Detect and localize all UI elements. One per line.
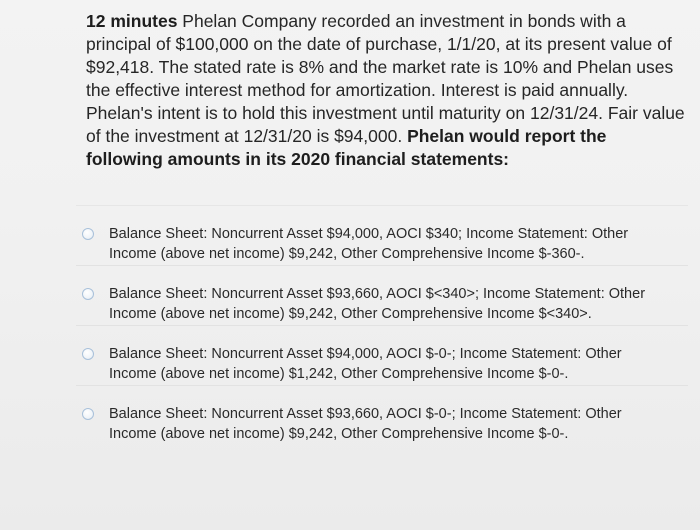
answer-option-line: Income (above net income) $9,242, Other Comprehensive Income $-360-. [109, 246, 585, 262]
answer-option-text[interactable] [109, 284, 669, 324]
answer-option-line: Balance Sheet: Noncurrent Asset $94,000, AOCI $-0-; Income Statement: Other [109, 346, 622, 362]
answer-options [76, 205, 688, 445]
answer-option-text[interactable] [109, 344, 669, 384]
question-text [86, 10, 686, 171]
answer-option-text[interactable] [109, 224, 669, 264]
question-body: Phelan Company recorded an investment in bonds with a principal of $100,000 on the date of purchase, 1/1/20, at its present value of $92,418. The stated rate is 8% and the market rate is 10% and Phelan uses the effective interest method for amortization. Interest is paid annually. Phelan's intent is to hold this investment until maturity on 12/31/24. Fair value of the investment at 12/31/20 is $94,000. [86, 11, 685, 146]
radio-button[interactable] [82, 288, 94, 300]
radio-button[interactable] [82, 228, 94, 240]
answer-option-text[interactable] [109, 404, 669, 444]
answer-option-line: Balance Sheet: Noncurrent Asset $93,660, AOCI $<340>; Income Statement: Other [109, 286, 646, 302]
answer-option-3[interactable] [76, 325, 688, 385]
answer-option-2[interactable] [76, 265, 688, 325]
answer-option-line: Income (above net income) $1,242, Other Comprehensive Income $-0-. [109, 366, 569, 382]
answer-option-line: Income (above net income) $9,242, Other Comprehensive Income $-0-. [109, 426, 569, 442]
answer-option-line: Balance Sheet: Noncurrent Asset $93,660, AOCI $-0-; Income Statement: Other [109, 406, 622, 422]
question-time-limit: 12 minutes [86, 11, 178, 31]
radio-button[interactable] [82, 408, 94, 420]
answer-option-line: Balance Sheet: Noncurrent Asset $94,000, AOCI $340; Income Statement: Other [109, 226, 629, 242]
answer-option-1[interactable] [76, 205, 688, 265]
question-prompt: Phelan would report the following amounts in its 2020 financial statements: [86, 126, 607, 169]
radio-button[interactable] [82, 348, 94, 360]
answer-option-4[interactable] [76, 385, 688, 445]
answer-option-line: Income (above net income) $9,242, Other Comprehensive Income $<340>. [109, 306, 592, 322]
